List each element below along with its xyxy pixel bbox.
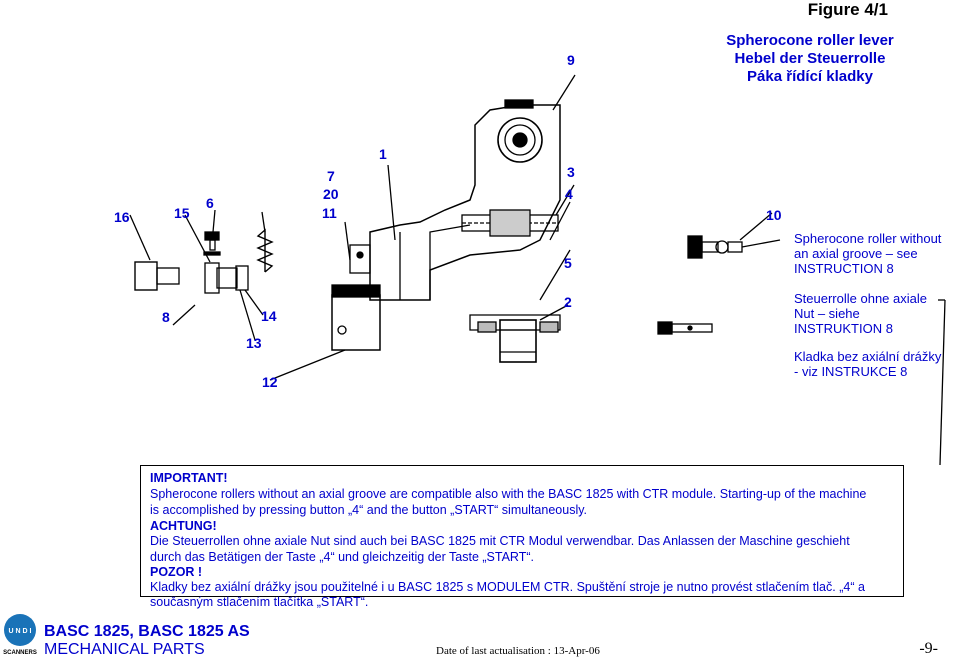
title-de: Hebel der Steuerrolle [734, 50, 886, 67]
svg-text:SCANNERS: SCANNERS [3, 650, 37, 656]
important-en-line1: Spherocone rollers without an axial groove are compatible also with the BASC 1825 with CTR module. Starting-up of the machine [150, 487, 867, 501]
important-en-line2: is accomplished by pressing button „4“ and the button „START“ simultaneously. [150, 503, 588, 517]
undi-logo [2, 612, 38, 656]
note-cz [794, 349, 941, 379]
important-cz-line1: Kladky bez axiální drážky jsou použitelné i u BASC 1825 s MODULEM CTR. Spuštění stroje je nutno provést stlačením tlač. „4“ a [150, 580, 865, 594]
callout-12: 12 [262, 374, 278, 390]
figure-number: Figure 4/1 [807, 0, 888, 19]
note-de [794, 291, 927, 336]
note-de-line3: INSTRUKTION 8 [794, 321, 893, 336]
important-cz-line2: současným stlačením tlačítka „START“. [150, 595, 369, 609]
important-heading-de: ACHTUNG! [150, 519, 217, 533]
note-cz-line1: Kladka bez axiální drážky [794, 349, 942, 364]
callout-5: 5 [564, 255, 572, 271]
page-number: -9- [919, 640, 938, 657]
top-screw [505, 100, 533, 108]
title-cz: Páka řídící kladky [747, 68, 873, 85]
callout-2: 2 [564, 294, 572, 310]
left-shaft [350, 245, 370, 273]
footer-date: Date of last actualisation : 13-Apr-06 [436, 645, 600, 657]
callout-4: 4 [565, 186, 573, 202]
footer-title: BASC 1825, BASC 1825 AS [44, 623, 250, 640]
callout-16: 16 [114, 209, 130, 225]
important-box [140, 465, 904, 609]
callout-6: 6 [206, 195, 214, 211]
callout-7: 7 [327, 168, 335, 184]
callout-10: 10 [766, 207, 782, 223]
pin-8 [658, 322, 712, 334]
note-en [794, 231, 941, 276]
important-de-line2: durch das Betätigen der Taste „4“ und gleichzeitig der Taste „START“. [150, 550, 534, 564]
lever-body [370, 105, 560, 300]
important-heading-cz: POZOR ! [150, 565, 203, 579]
title-en: Spherocone roller lever [726, 32, 894, 49]
sleeve-14 [236, 266, 248, 290]
note-en-line1: Spherocone roller without [794, 231, 942, 246]
callout-3: 3 [567, 164, 575, 180]
callout-1: 1 [379, 146, 387, 162]
svg-text:U N D I: U N D I [8, 628, 32, 635]
bushing [332, 295, 380, 350]
bolt-10 [688, 236, 742, 258]
small-screw-6 [205, 232, 219, 240]
callout-11: 11 [322, 205, 337, 221]
important-heading-en: IMPORTANT! [150, 471, 228, 485]
callout-20: 20 [323, 186, 339, 202]
note-cz-line2: - viz INSTRUKCE 8 [794, 364, 908, 379]
spring [258, 230, 272, 272]
important-de-line1: Die Steuerrollen ohne axiale Nut sind auch bei BASC 1825 mit CTR Modul verwendbar. Das Anlassen der Maschine geschieht [150, 534, 850, 548]
callout-9: 9 [567, 52, 575, 68]
footer-subtitle: MECHANICAL PARTS [44, 641, 205, 658]
screw-16 [135, 262, 157, 290]
callout-8: 8 [162, 309, 170, 325]
note-de-line2: Nut – siehe [794, 306, 860, 321]
note-en-line2: an axial groove – see [794, 246, 918, 261]
note-en-line3: INSTRUCTION 8 [794, 261, 894, 276]
callout-15: 15 [174, 205, 190, 221]
note-de-line1: Steuerrolle ohne axiale [794, 291, 927, 306]
callout-13: 13 [246, 335, 262, 351]
lower-nut [500, 320, 536, 362]
callout-14: 14 [261, 308, 277, 324]
